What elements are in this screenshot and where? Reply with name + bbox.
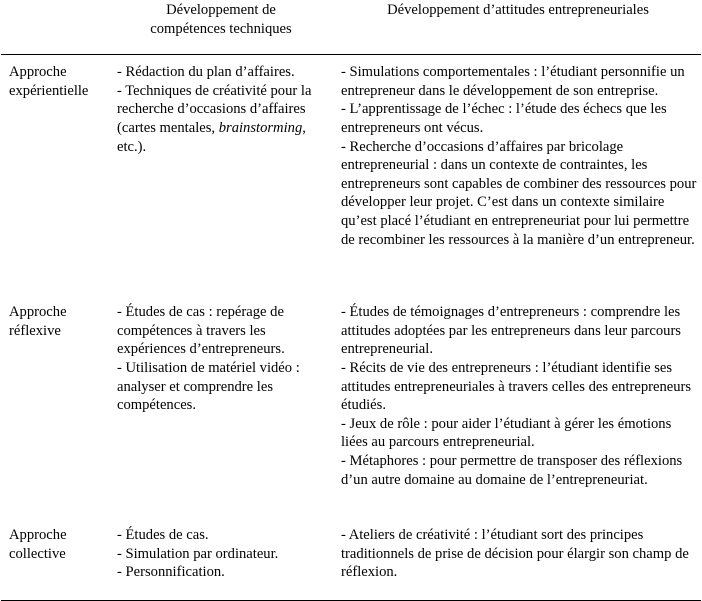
list-item: - Recherche d’occasions d’affaires par bricolage entrepreneurial : dans un contexte de contraintes, les entrepreneurs sont capables de combiner des ressources pour développer leur projet. C’est dans un contexte similaire qu’est placé l’étudiant en entrepreneuriat pour lui permettre de recombiner les ressources à la manière d’un entrepreneur.	[341, 138, 697, 248]
list-item: - Rédaction du plan d’affaires.	[117, 64, 295, 81]
list-item: - Simulations comportementales : l’étudiant personnifie un entrepreneur dans le développement de son entreprise.	[341, 64, 685, 99]
list-item: - Jeux de rôle : pour aider l’étudiant à gérer les émotions liées au parcours entrepreneurial.	[341, 415, 672, 451]
row-label-experiential	[1, 55, 107, 295]
header-technical-line1: Développement de	[166, 2, 276, 18]
header-empty-cell	[1, 0, 107, 55]
cell-attitudes-reflexive	[335, 294, 701, 516]
header-technical-skills	[107, 0, 335, 55]
list-item: - Études de cas.	[117, 527, 209, 544]
list-item-text: - Techniques de créativité pour la recherche d’occasions d’affaires (cartes mentales,	[117, 82, 312, 136]
row-label-reflexive	[1, 294, 107, 516]
header-entrepreneurial-attitudes: Développement d’attitudes entrepreneuriales	[335, 0, 701, 55]
list-item: - Ateliers de créativité : l’étudiant sort des principes traditionnels de prise de décision pour élargir son champ de réflexion.	[341, 527, 689, 581]
list-item: - Simulation par ordinateur.	[117, 545, 279, 562]
row-label-line2: expérientielle	[9, 82, 89, 99]
row-label-line1: Approche	[9, 527, 67, 544]
table-row-collective	[1, 516, 701, 601]
list-item: - Personnification.	[117, 564, 225, 581]
approaches-table	[1, 0, 701, 601]
cell-technical-experiential	[107, 55, 335, 295]
header-technical-line2: compétences techniques	[150, 20, 292, 37]
list-item-text-end: , etc.).	[117, 119, 306, 155]
cell-technical-reflexive	[107, 294, 335, 516]
row-label-collective	[1, 516, 107, 601]
list-item: - Études de cas : repérage de compétences à travers les expériences d’entrepreneurs.	[117, 304, 285, 358]
row-label-line1: Approche	[9, 64, 67, 81]
table-row-experiential	[1, 55, 701, 295]
row-label-line2: réflexive	[9, 322, 61, 339]
list-item: - L’apprentissage de l’échec : l’étude des échecs que les entrepreneurs ont vécus.	[341, 101, 667, 136]
list-item: - Utilisation de matériel vidéo : analyser et comprendre les compétences.	[117, 359, 300, 414]
list-item: - Études de témoignages d’entrepreneurs : comprendre les attitudes adoptées par les entrepreneurs dans leur parcours entrepreneurial.	[341, 304, 681, 358]
header-row	[1, 0, 701, 55]
cell-attitudes-collective	[335, 516, 701, 601]
list-item	[117, 82, 329, 156]
row-label-line1: Approche	[9, 304, 67, 321]
list-item: - Récits de vie des entrepreneurs : l’étudiant identifie ses attitudes entrepreneuriales à travers celles des entrepreneurs étudiés.	[341, 359, 692, 414]
row-label-line2: collective	[9, 545, 66, 562]
cell-technical-collective	[107, 516, 335, 601]
cell-attitudes-experiential	[335, 55, 701, 295]
table-row-reflexive	[1, 294, 701, 516]
list-item-italic-term: brainstorming	[218, 119, 303, 136]
list-item: - Métaphores : pour permettre de transposer des réflexions d’un autre domaine au domaine de l’entrepreneuriat.	[341, 452, 683, 488]
